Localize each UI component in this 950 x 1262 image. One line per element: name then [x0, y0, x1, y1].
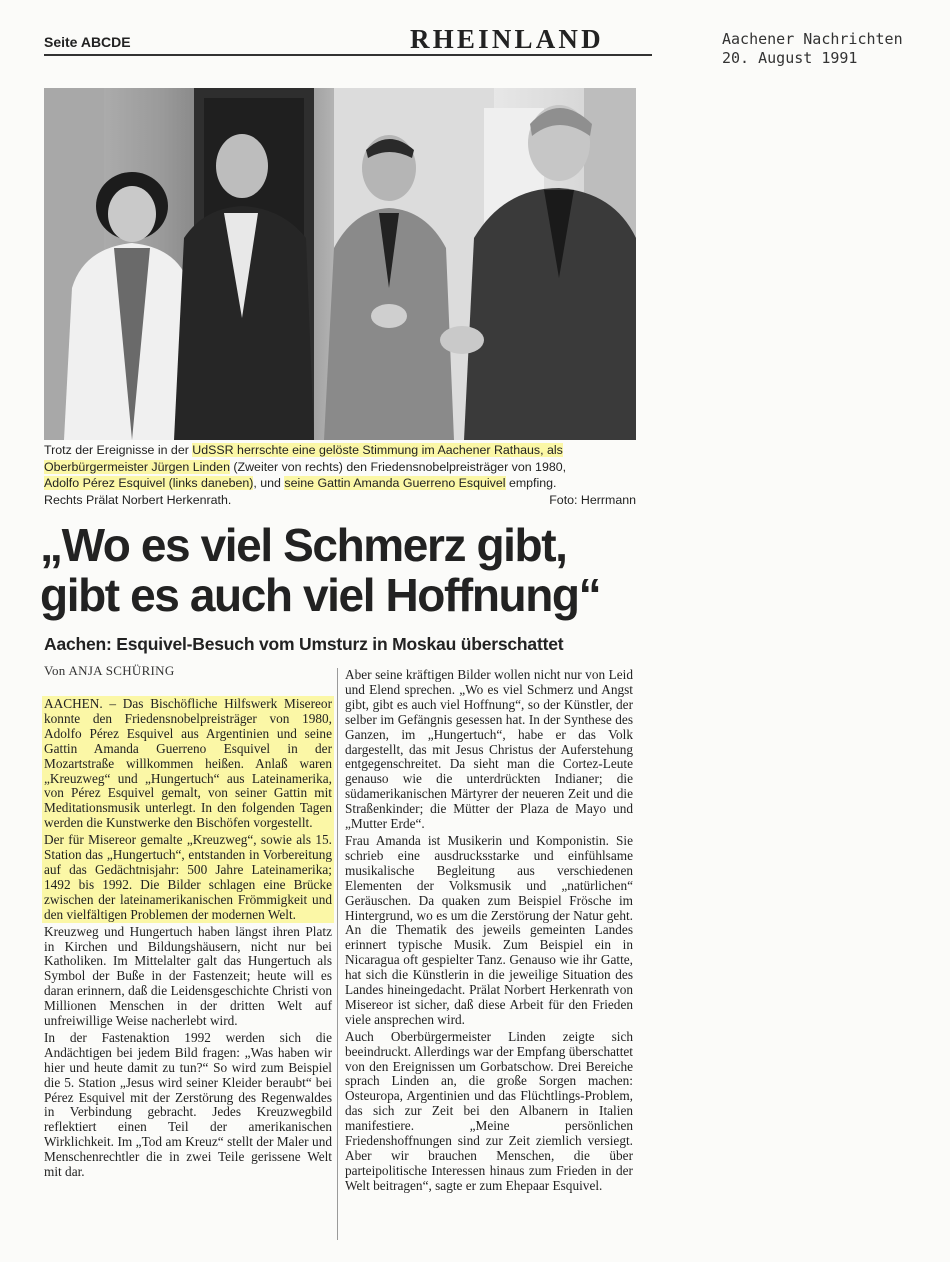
press-photo	[44, 88, 636, 440]
photo-caption	[44, 442, 636, 508]
caption-text-5: Rechts Prälat Norbert Herkenrath.	[44, 492, 232, 507]
article-column-right	[345, 668, 633, 1196]
paragraph: Kreuzweg und Hungertuch haben längst ihren Platz in Kirchen und Bildungshäusern, nicht nur bei Katholiken. Im Mittelalter galt das Hungertuch als Symbol der Buße in der Fastenzeit; heute will es daran erinnern, daß die Leidensgeschichte Christi von Millionen Menschen in der dritten Welt auf unfreiwillige Weise nacherlebt wird.	[44, 923, 332, 1029]
header-rule	[44, 54, 652, 56]
stamp-date: 20. August 1991	[722, 49, 858, 67]
section-title: RHEINLAND	[410, 24, 604, 54]
archive-stamp	[722, 30, 903, 68]
caption-highlight-2: Oberbürgermeister Jürgen Linden	[44, 459, 230, 474]
caption-highlight-1: UdSSR herrschte eine gelöste Stimmung im Aachener Rathaus, als	[192, 443, 563, 457]
column-divider	[337, 668, 338, 1240]
press-photo-illustration	[44, 88, 636, 440]
paragraph: AACHEN. – Das Bischöfliche Hilfswerk Misereor konnte den Friedensnobelpreisträger von 1980, Adolfo Pérez Esquivel aus Argentinien und seine Gattin Amanda Guerreno Esquivel in der Mozartstraße willkommen heißen. Anlaß waren „Kreuzweg“ und „Hungertuch“ aus Lateinamerika, von Pérez Esquivel gemalt, von seiner Gattin mit Meditationsmusik unterlegt. In den folgenden Tagen werden die Kunstwerke den Bischöfen vorgestellt.	[44, 696, 332, 831]
paragraph: Auch Oberbürgermeister Linden zeigte sich beeindruckt. Allerdings war der Empfang überschattet von den Ereignissen um Gorbatschow. Drei Bereiche sprach Linden an, die große Sorgen machen: Osteuropa, Argentinien und das Flüchtlings-Problem, das sich zur Zeit bei den Albanern in Italien manifestiere. „Meine persönlichen Friedenshoffnungen sind zur Zeit ziemlich versiegt. Aber wir brauchen Menschen, die über parteipolitische Interessen hinaus zum Frieden in der Welt beitragen“, sagte er zum Ehepaar Esquivel.	[345, 1028, 633, 1193]
headline	[40, 520, 650, 620]
caption-highlight-3: Adolfo Pérez Esquivel (links daneben)	[44, 476, 254, 490]
headline-line-2: gibt es auch viel Hoffnung“	[40, 569, 601, 621]
article-column-left	[44, 696, 332, 1182]
paragraph: In der Fastenaktion 1992 werden sich die Andächtigen bei jedem Bild fragen: „Was haben wir hier und heute damit zu tun?“ So wird zum Beispiel die 5. Station „Jesus wird seiner Kleider beraubt“ bei Pérez Esquivel mit der Zerstörung des Regenwaldes in Verbindung gebracht. Jedes Kreuzwegbild reflektiert einen Teil der amerikanischen Wirklichkeit. Im „Tod am Kreuz“ stellt der Maler und Menschenrechtler die in zwei Teile gerissene Welt mit dar.	[44, 1029, 332, 1180]
paragraph: Aber seine kräftigen Bilder wollen nicht nur von Leid und Elend sprechen. „Wo es viel Schmerz und Angst gibt, gibt es auch viel Hoffnung“, so der Künstler, der selber im Gefängnis gesessen hat. In der Synthese des Ganzen, im „Hungertuch“, habe er das Volk dargestellt, das mit Jesus Christus der Auferstehung entgegenschreitet. Da sieht man die Cortez-Leute genauso wie die unterdrückten Indianer; die südamerikanischen Märtyrer der neueren Zeit und die Straßenkinder; die Mütter der Plaza de Mayo und „Mutter Erde“.	[345, 667, 633, 832]
highlighted-intro	[42, 696, 334, 923]
caption-text-1: Trotz der Ereignisse in der	[44, 443, 193, 457]
caption-text-4: empfing.	[505, 476, 557, 490]
caption-highlight-4: seine Gattin Amanda Guerreno Esquivel	[284, 476, 506, 490]
byline: Von ANJA SCHÜRING	[44, 663, 175, 678]
stamp-paper-name: Aachener Nachrichten	[722, 30, 903, 48]
headline-line-1: „Wo es viel Schmerz gibt,	[40, 519, 567, 571]
photo-credit: Foto: Herrmann	[549, 492, 636, 507]
paragraph: Frau Amanda ist Musikerin und Komponistin. Sie schrieb eine ausdrucksstarke und einfühlsame musikalische Begleitung aus verschiedenen Elementen der Volksmusik und „natürlichen“ Geräuschen. Da quaken zum Beispiel Frösche im Hintergrund, wo es um die Zerstörung der Natur geht. An die Thematik des jeweils gemeinten Landes erinnert typische Musik. Zum Beispiel ein in Nicaragua oft gespielter Tanz. Genauso wie ihr Gatte, hat sich die Künstlerin in die jeweilige Situation des Landes hineingedacht. Prälat Norbert Herkenrath von Misereor ist sicher, daß diese Arbeit für den Frieden viele ansprechen wird.	[345, 832, 633, 1027]
paragraph: Der für Misereor gemalte „Kreuzweg“, sowie als 15. Station das „Hungertuch“, entstanden in Vorbereitung auf das Gedächtnisjahr: 500 Jahre Lateinamerika; 1492 bis 1992. Die Bilder schlagen eine Brücke zwischen der lateinamerikanischen Frömmigkeit und den vielfältigen Problemen der modernen Welt.	[44, 832, 332, 922]
caption-text-2: (Zweiter von rechts) den Friedensnobelpreisträger von 1980,	[229, 459, 567, 474]
subheadline: Aachen: Esquivel-Besuch vom Umsturz in Moskau überschattet	[44, 634, 564, 654]
caption-text-3: , und	[253, 476, 285, 490]
page-label: Seite ABCDE	[44, 34, 131, 50]
